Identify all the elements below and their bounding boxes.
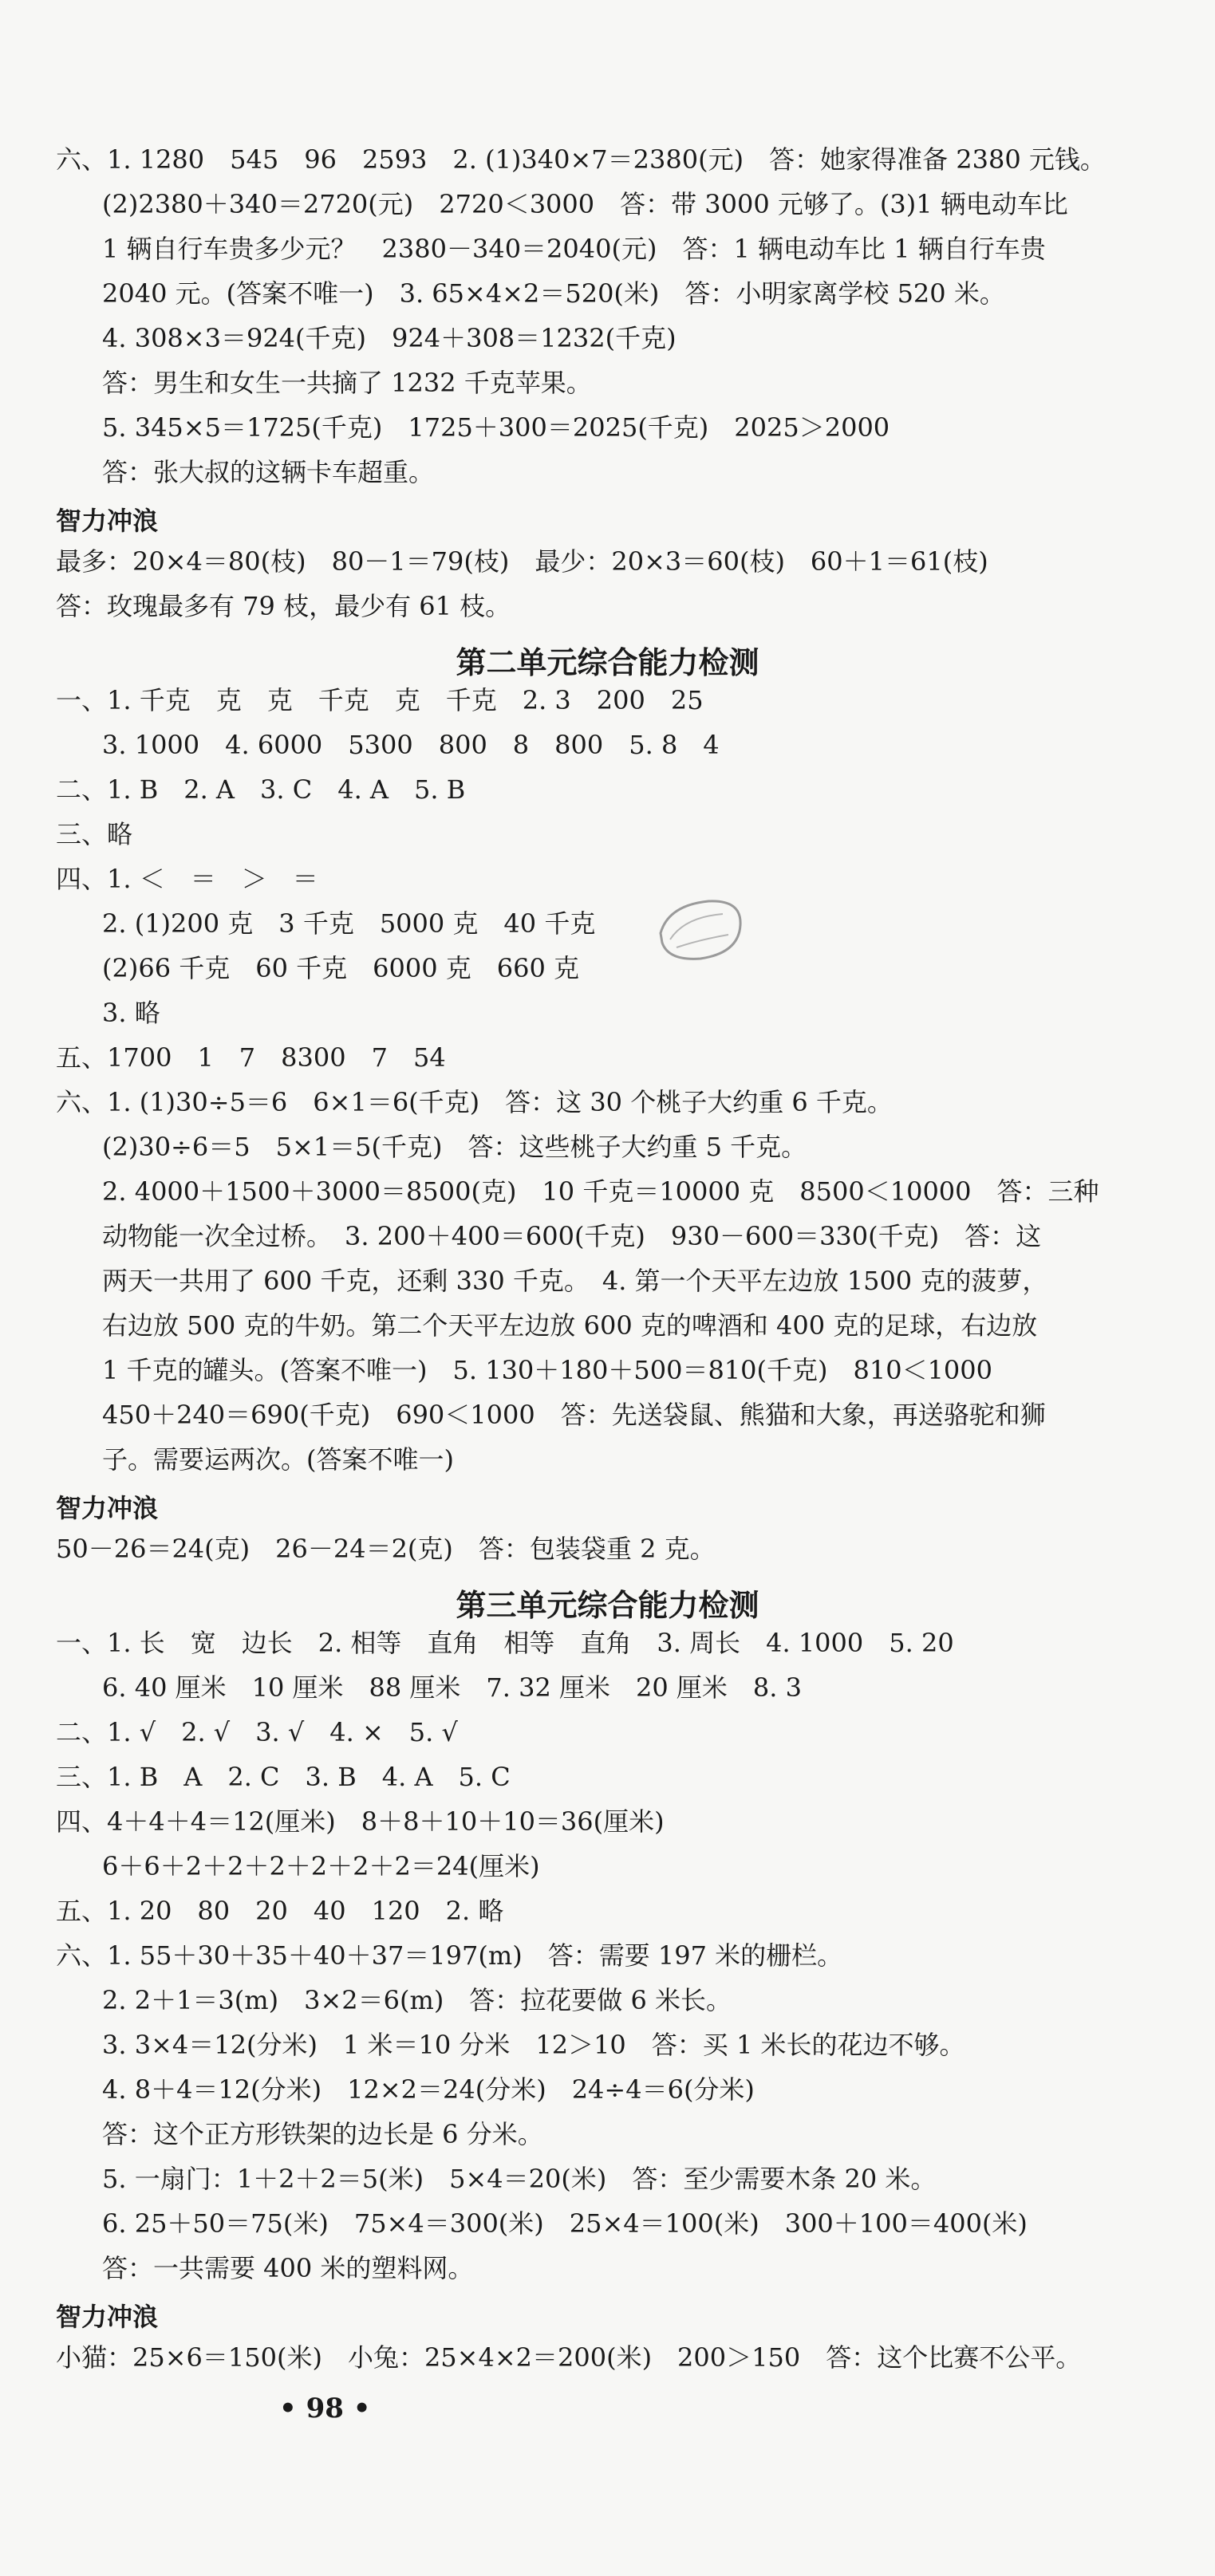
text-line: 六、1. 55＋30＋35＋40＋37＝197(m) 答：需要 197 米的栅栏。	[56, 1940, 843, 1971]
text-line: 五、1. 20 80 20 40 120 2. 略	[56, 1896, 504, 1926]
text-line: 6. 25＋50＝75(米) 75×4＝300(米) 25×4＝100(米) 300＋100＝400(米)	[102, 2208, 1028, 2239]
unit-title: 第三单元综合能力检测	[456, 1588, 759, 1623]
text-line: 小猫：25×6＝150(米) 小兔：25×4×2＝200(米) 200＞150 答：这个比赛不公平。	[56, 2342, 1082, 2373]
text-line: 1 千克的罐头。(答案不唯一) 5. 130＋180＋500＝810(千克) 810＜1000	[102, 1355, 993, 1385]
text-line: 一、1. 千克 克 克 千克 克 千克 2. 3 200 25	[56, 685, 704, 715]
text-line: 五、1700 1 7 8300 7 54	[56, 1042, 446, 1073]
text-line: 六、1. 1280 545 96 2593 2. (1)340×7＝2380(元) 答：她家得准备 2380 元钱。	[56, 144, 1106, 175]
text-line: 二、1. √ 2. √ 3. √ 4. × 5. √	[56, 1717, 458, 1747]
text-line: 两天一共用了 600 千克，还剩 330 千克。 4. 第一个天平左边放 1500 克的菠萝，	[102, 1266, 1048, 1296]
text-line: 右边放 500 克的牛奶。第二个天平左边放 600 克的啤酒和 400 克的足球，右边放	[102, 1310, 1038, 1341]
text-line: 三、1. B A 2. C 3. B 4. A 5. C	[56, 1762, 511, 1792]
text-line: (2)2380＋340＝2720(元) 2720＜3000 答：带 3000 元够了。(3)1 辆电动车比	[102, 189, 1068, 219]
text-line: 四、4＋4＋4＝12(厘米) 8＋8＋10＋10＝36(厘米)	[56, 1806, 665, 1837]
page-number: • 98 •	[279, 2393, 371, 2424]
text-line: 动物能一次全过桥。 3. 200＋400＝600(千克) 930－600＝330(千克) 答：这	[102, 1221, 1042, 1251]
text-line: 3. 1000 4. 6000 5300 800 8 800 5. 8 4	[102, 730, 720, 760]
text-line: 答：一共需要 400 米的塑料网。	[102, 2253, 474, 2283]
section-heading: 智力冲浪	[56, 506, 159, 536]
text-line: (2)30÷6＝5 5×1＝5(千克) 答：这些桃子大约重 5 千克。	[102, 1132, 807, 1162]
text-line: 450＋240＝690(千克) 690＜1000 答：先送袋鼠、熊猫和大象，再送骆驼和狮	[102, 1400, 1046, 1430]
text-line: 一、1. 长 宽 边长 2. 相等 直角 相等 直角 3. 周长 4. 1000 5. 20	[56, 1628, 954, 1658]
text-line: 4. 308×3＝924(千克) 924＋308＝1232(千克)	[102, 323, 677, 353]
text-line: 答：张大叔的这辆卡车超重。	[102, 457, 435, 487]
text-line: 4. 8＋4＝12(分米) 12×2＝24(分米) 24÷4＝6(分米)	[102, 2074, 755, 2105]
text-line: 六、1. (1)30÷5＝6 6×1＝6(千克) 答：这 30 个桃子大约重 6 千克。	[56, 1087, 893, 1117]
text-line: 答：这个正方形铁架的边长是 6 分米。	[102, 2119, 543, 2149]
unit-title: 第二单元综合能力检测	[456, 645, 759, 680]
text-line: 6＋6＋2＋2＋2＋2＋2＋2＝24(厘米)	[102, 1851, 540, 1881]
text-line: 子。需要运两次。(答案不唯一)	[102, 1444, 454, 1475]
text-line: 5. 345×5＝1725(千克) 1725＋300＝2025(千克) 2025＞2000	[102, 412, 890, 443]
text-line: 答：男生和女生一共摘了 1232 千克苹果。	[102, 368, 592, 398]
text-line: 2040 元。(答案不唯一) 3. 65×4×2＝520(米) 答：小明家离学校 520 米。	[102, 278, 1005, 309]
text-line: 3. 3×4＝12(分米) 1 米＝10 分米 12＞10 答：买 1 米长的花边不够。	[102, 2030, 965, 2060]
section-heading: 智力冲浪	[56, 2302, 159, 2332]
text-line: 答：玫瑰最多有 79 枝，最少有 61 枝。	[56, 591, 511, 621]
section-heading: 智力冲浪	[56, 1493, 159, 1523]
text-line: 50－26＝24(克) 26－24＝2(克) 答：包装袋重 2 克。	[56, 1534, 716, 1564]
text-line: 1 辆自行车贵多少元？ 2380－340＝2040(元) 答：1 辆电动车比 1 辆自行车贵	[102, 234, 1046, 264]
text-line: 6. 40 厘米 10 厘米 88 厘米 7. 32 厘米 20 厘米 8. 3	[102, 1672, 802, 1703]
text-line: (2)66 千克 60 千克 6000 克 660 克	[102, 953, 579, 983]
text-line: 二、1. B 2. A 3. C 4. A 5. B	[56, 774, 466, 805]
text-line: 四、1. ＜ ＝ ＞ ＝	[56, 864, 318, 894]
text-line: 三、略	[56, 819, 133, 849]
watermark-stamp-icon	[653, 893, 748, 965]
text-line: 2. 4000＋1500＋3000＝8500(克) 10 千克＝10000 克 8500＜10000 答：三种	[102, 1176, 1099, 1207]
text-line: 2. (1)200 克 3 千克 5000 克 40 千克	[102, 908, 596, 939]
text-line: 2. 2＋1＝3(m) 3×2＝6(m) 答：拉花要做 6 米长。	[102, 1985, 732, 2015]
text-line: 3. 略	[102, 998, 160, 1028]
text-line: 5. 一扇门：1＋2＋2＝5(米) 5×4＝20(米) 答：至少需要木条 20 米。	[102, 2164, 937, 2194]
text-line: 最多：20×4＝80(枝) 80－1＝79(枝) 最少：20×3＝60(枝) 60＋1＝61(枝)	[56, 546, 988, 577]
